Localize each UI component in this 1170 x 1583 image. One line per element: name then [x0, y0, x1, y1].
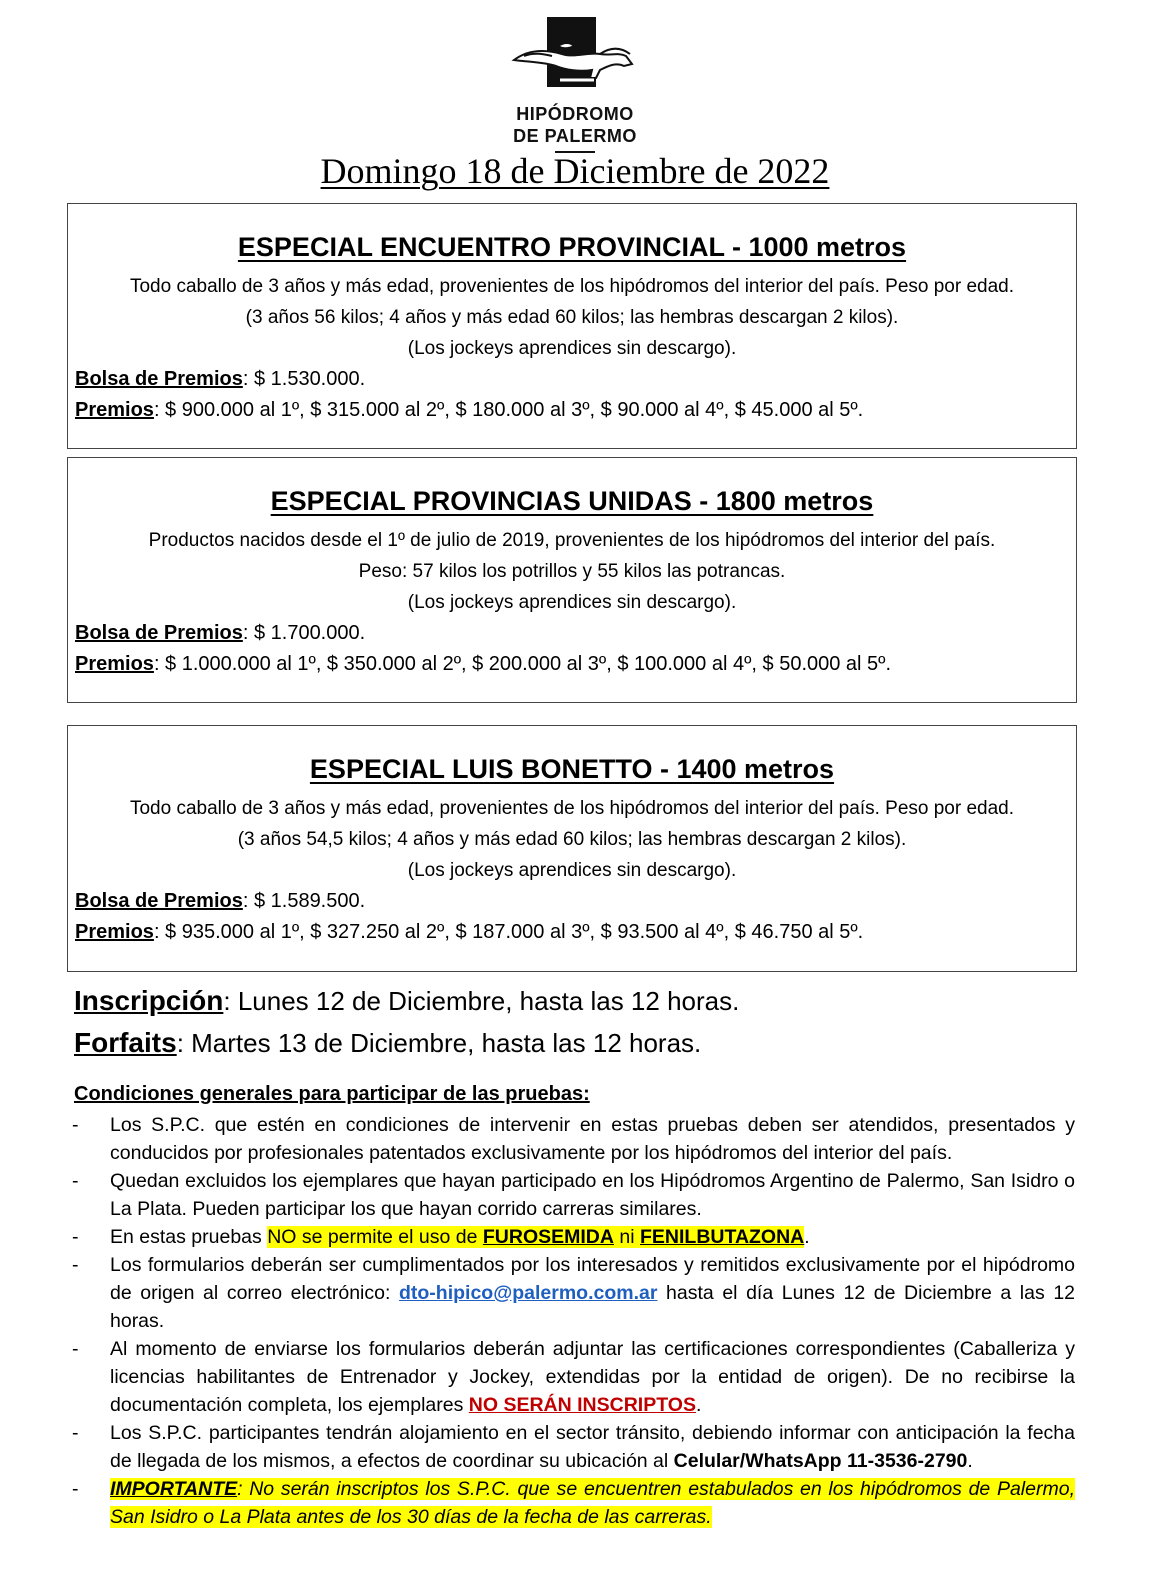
conditions-list [70, 1111, 1075, 1531]
condition-item: - Quedan excluidos los ejemplares que hayan participado en los Hipódromos Argentino de Palermo, San Isidro o La Plata. Pueden participar los que hayan corrido carreras similares. [72, 1170, 1075, 1220]
race-title: ESPECIAL PROVINCIAS UNIDAS - 1800 metros [270, 486, 874, 516]
premios: Premios: $ 1.000.000 al 1º, $ 350.000 al 2º, $ 200.000 al 3º, $ 100.000 al 4º, $ 50.000 al 5º. [75, 653, 892, 675]
race-title: ESPECIAL ENCUENTRO PROVINCIAL - 1000 metros [237, 232, 907, 262]
bolsa-de-premios: Bolsa de Premios: $ 1.589.500. [75, 890, 366, 912]
date-title: Domingo 18 de Diciembre de 2022 [320, 151, 830, 191]
bolsa-de-premios: Bolsa de Premios: $ 1.700.000. [75, 622, 366, 644]
hipodromo-logo [500, 12, 650, 152]
race-condition-line: Peso: 57 kilos los potrillos y 55 kilos las potrancas. [358, 561, 786, 582]
inscripcion-line: Inscripción: Lunes 12 de Diciembre, hasta las 12 horas. [74, 985, 740, 1016]
race-box-2 [67, 457, 1077, 703]
phone-number: Celular/WhatsApp 11-3536-2790 [673, 1450, 968, 1472]
drug-name: FENILBUTAZONA [639, 1226, 805, 1248]
condition-item-important: - IMPORTANTE: No serán inscriptos los S.P.C. que se encuentren estabulados en los hipódromos de Palermo, San Isidro o La Plata antes de los 30 días de la fecha de las carreras. [72, 1478, 1075, 1528]
conditions-title: Condiciones generales para participar de las pruebas: [74, 1083, 590, 1105]
condition-item: - Los S.P.C. participantes tendrán alojamiento en el sector tránsito, debiendo informar con anticipación la fecha de llegada de los mismos, a efectos de coordinar su ubicación al Celular/WhatsApp 11-3536-2790. [72, 1422, 1075, 1472]
condition-item: - Los S.P.C. que estén en condiciones de intervenir en estas pruebas deben ser atendidos, presentados y conducidos por profesionales patentados exclusivamente por los hipódromos del interior del país. [72, 1114, 1075, 1164]
race-box-3 [67, 725, 1077, 972]
warning-text: NO SERÁN INSCRIPTOS [468, 1394, 696, 1416]
race-box-1 [67, 203, 1077, 449]
logo-text-line2: DE PALERMO [513, 126, 637, 146]
condition-item: - En estas pruebas NO se permite el uso de FUROSEMIDA ni FENILBUTAZONA. [72, 1226, 810, 1248]
horse-logo-icon [500, 12, 650, 104]
registration-info [74, 980, 739, 1064]
logo-text-line1: HIPÓDROMO [516, 104, 634, 124]
forfaits-line: Forfaits: Martes 13 de Diciembre, hasta las 12 horas. [74, 1027, 702, 1058]
important-label: IMPORTANTE [110, 1478, 238, 1500]
bolsa-de-premios: Bolsa de Premios: $ 1.530.000. [75, 368, 366, 390]
race-condition-line: (3 años 56 kilos; 4 años y más edad 60 kilos; las hembras descargan 2 kilos). [245, 307, 899, 328]
condition-item: - Al momento de enviarse los formularios deberán adjuntar las certificaciones correspondientes (Caballeriza y licencias habilitantes de Entrenador y Jockey, extendidas por la entidad de origen). De no recibirse la documentación completa, los ejemplares NO SERÁN INSCRIPTOS. [72, 1338, 1075, 1416]
race-condition-line: (Los jockeys aprendices sin descargo). [407, 338, 737, 359]
premios: Premios: $ 900.000 al 1º, $ 315.000 al 2º, $ 180.000 al 3º, $ 90.000 al 4º, $ 45.000 al 5º. [75, 399, 864, 421]
email-link[interactable]: dto-hipico@palermo.com.ar [398, 1282, 658, 1304]
condition-item: - Los formularios deberán ser cumplimentados por los interesados y remitidos exclusivamente por el hipódromo de origen al correo electrónico: dto-hipico@palermo.com.ar hasta el día Lunes 12 de Diciembre a las 12 horas. [72, 1254, 1076, 1332]
race-condition-line: Todo caballo de 3 años y más edad, provenientes de los hipódromos del interior del país. Peso por edad. [129, 276, 1015, 297]
race-condition-line: (Los jockeys aprendices sin descargo). [407, 592, 737, 613]
race-condition-line: Productos nacidos desde el 1º de julio de 2019, provenientes de los hipódromos del interior del país. [148, 530, 996, 551]
race-condition-line: (3 años 54,5 kilos; 4 años y más edad 60 kilos; las hembras descargan 2 kilos). [237, 829, 907, 850]
race-condition-line: (Los jockeys aprendices sin descargo). [407, 860, 737, 881]
race-title: ESPECIAL LUIS BONETTO - 1400 metros [309, 754, 835, 784]
premios: Premios: $ 935.000 al 1º, $ 327.250 al 2º, $ 187.000 al 3º, $ 93.500 al 4º, $ 46.750 al 5º. [75, 921, 864, 943]
race-condition-line: Todo caballo de 3 años y más edad, provenientes de los hipódromos del interior del país. Peso por edad. [129, 798, 1015, 819]
drug-name: FUROSEMIDA [482, 1226, 614, 1248]
